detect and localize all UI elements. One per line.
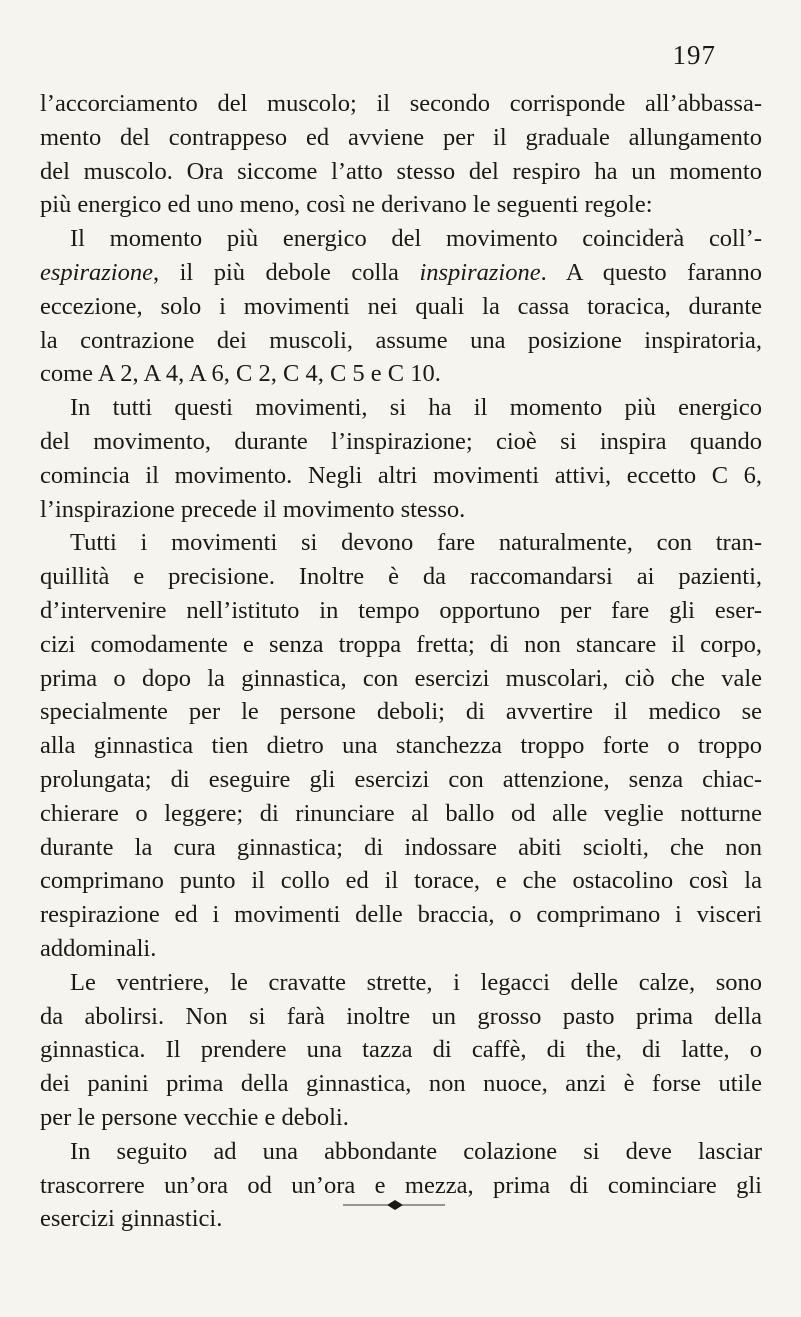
text-line: prolungata; di eseguire gli esercizi con attenzione, senza chiac- <box>40 765 762 793</box>
text-line: addominali. <box>40 934 157 962</box>
text-line: comincia il movimento. Negli altri movimenti attivi, eccetto C 6, <box>40 461 762 489</box>
text-line: mento del contrappeso ed avviene per il graduale allungamento <box>40 123 762 151</box>
text-line: dei panini prima della ginnastica, non nuoce, anzi è forse utile <box>40 1070 762 1098</box>
text-line: Il momento più energico del movimento coinciderà coll’- <box>70 225 762 253</box>
text-line: respirazione ed i movimenti delle braccia, o comprimano i visceri <box>40 901 762 929</box>
text-line: chierare o leggere; di rinunciare al ballo od alle veglie notturne <box>40 799 762 827</box>
text-line: prima o dopo la ginnastica, con esercizi muscolari, ciò che vale <box>40 664 762 692</box>
text-line: per le persone vecchie e deboli. <box>40 1103 349 1131</box>
text-line: come A 2, A 4, A 6, C 2, C 4, C 5 e C 10. <box>40 360 441 388</box>
text-line: Tutti i movimenti si devono fare naturalmente, con tran- <box>70 529 762 557</box>
text-line: eccezione, solo i movimenti nei quali la cassa toracica, durante <box>40 292 762 320</box>
text-line: ginnastica. Il prendere una tazza di caffè, di the, di latte, o <box>40 1036 762 1064</box>
text-line: Le ventriere, le cravatte strette, i legacci delle calze, sono <box>70 968 762 996</box>
text-line: quillità e precisione. Inoltre è da raccomandarsi ai pazienti, <box>40 563 762 591</box>
text-run: . A questo faranno <box>540 258 762 286</box>
italic-term: inspirazione <box>419 258 541 286</box>
text-line: più energico ed uno meno, così ne derivano le seguenti regole: <box>40 191 653 219</box>
text-line: del muscolo. Ora siccome l’atto stesso del respiro ha un momento <box>40 157 762 185</box>
text-line: cizi comodamente e senza troppa fretta; di non stancare il corpo, <box>40 630 762 658</box>
text-line: comprimano punto il collo ed il torace, e che ostacolino così la <box>40 867 762 895</box>
text-line: In seguito ad una abbondante colazione si deve lasciar <box>70 1137 762 1165</box>
text-line: la contrazione dei muscoli, assume una posizione inspiratoria, <box>40 326 762 354</box>
section-end-ornament <box>339 1198 449 1212</box>
text-line: specialmente per le persone deboli; di avvertire il medico se <box>40 698 762 726</box>
text-line: l’accorciamento del muscolo; il secondo corrisponde all’abbassa- <box>40 90 762 117</box>
text-line: del movimento, durante l’inspirazione; cioè si inspira quando <box>40 427 762 455</box>
text-line: In tutti questi movimenti, si ha il momento più energico <box>70 394 762 422</box>
text-line <box>40 256 762 290</box>
text-line: da abolirsi. Non si farà inoltre un grosso pasto prima della <box>40 1002 762 1030</box>
text-line: durante la cura ginnastica; di indossare abiti sciolti, che non <box>40 833 762 861</box>
text-line: l’inspirazione precede il movimento stesso. <box>40 495 466 523</box>
text-line: trascorrere un’ora od un’ora e mezza, prima di cominciare gli <box>40 1171 762 1199</box>
page-number: 197 <box>672 40 716 70</box>
text-run: , il più debole colla <box>152 258 420 286</box>
body-text <box>40 87 762 1236</box>
text-line: d’intervenire nell’istituto in tempo opportuno per fare gli eser- <box>40 596 762 624</box>
text-line: esercizi ginnastici. <box>40 1205 223 1233</box>
italic-term: espirazione <box>40 258 153 286</box>
text-line: alla ginnastica tien dietro una stanchezza troppo forte o troppo <box>40 732 762 760</box>
